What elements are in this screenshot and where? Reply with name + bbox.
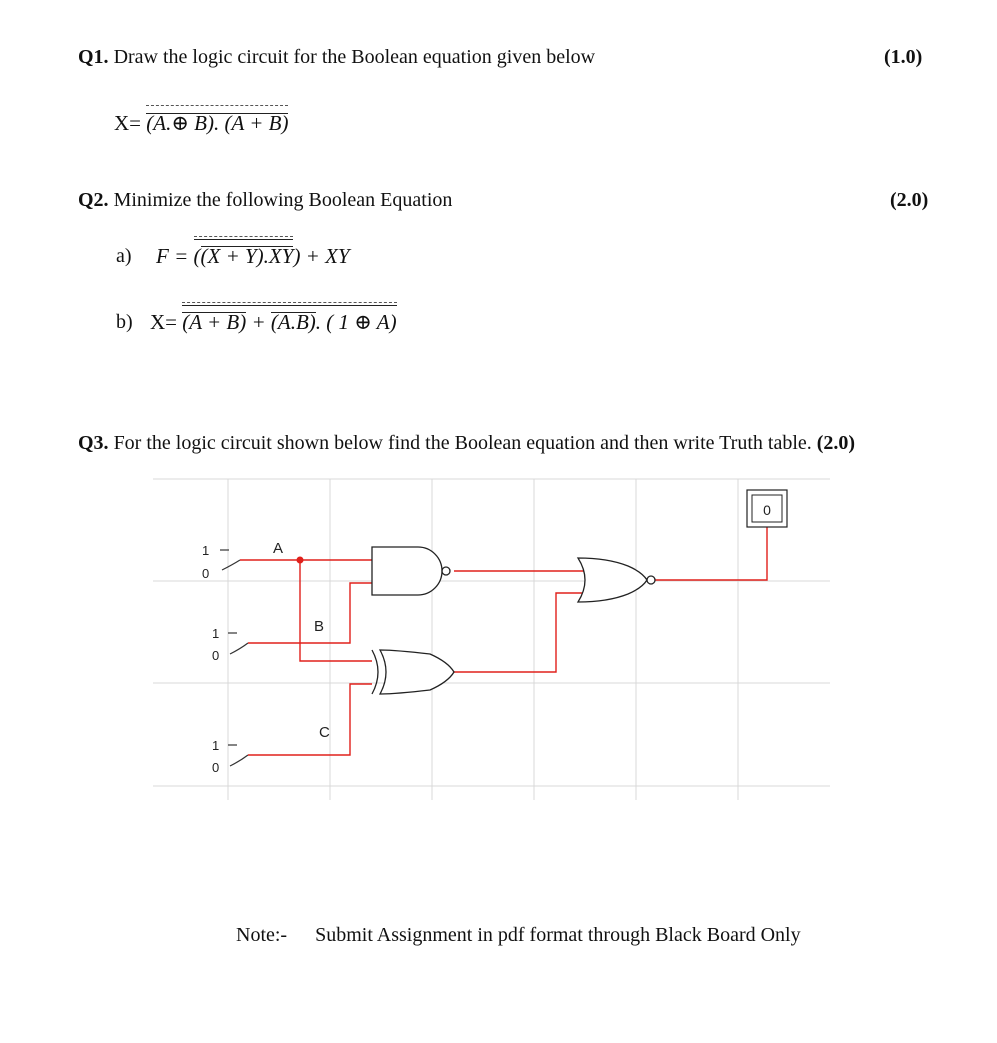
q2-b-term1: (A + B): [182, 310, 247, 334]
wire-b-to-nand: [248, 583, 372, 643]
q3-marks: (2.0): [816, 432, 856, 454]
switch-b-high: 1: [212, 626, 220, 641]
wire-c-to-xor: [248, 684, 372, 755]
switch-a: [220, 550, 240, 570]
q3-number: Q3.: [78, 432, 109, 454]
switch-c-high: 1: [212, 738, 220, 753]
q2-b-term2: (A.B): [270, 310, 316, 334]
wire-junction: [297, 557, 304, 564]
q2-marks: (2.0): [890, 189, 929, 211]
xor-gate: [372, 650, 454, 694]
note-line: [236, 924, 801, 947]
q2-number: Q2.: [78, 189, 109, 211]
switch-b-low: 0: [212, 648, 220, 663]
note-text: Submit Assignment in pdf format through Black Board Only: [315, 924, 801, 946]
q2-b-label: b): [116, 311, 133, 333]
q1-eq-dot: .: [214, 111, 225, 135]
switch-c-low: 0: [212, 760, 220, 775]
q1-marks: (1.0): [884, 46, 923, 68]
q1-eq-term1: (A.⊕ B): [146, 111, 215, 135]
wire-nor-to-output: [655, 527, 767, 580]
switch-c: [228, 745, 248, 766]
grid-lines: [153, 479, 830, 800]
q2-a-tail: ) + XY: [293, 244, 350, 268]
nand-gate: [372, 547, 450, 595]
switch-b: [228, 633, 248, 654]
q2-b-tail: . ( 1 ⊕ A): [315, 310, 397, 334]
label-b: B: [314, 618, 325, 635]
label-a: A: [273, 540, 284, 557]
note-label: Note:-: [236, 924, 288, 946]
label-c: C: [319, 724, 330, 741]
q2-a-open: (: [193, 244, 201, 268]
q1-eq-term2: (A + B): [224, 111, 289, 135]
switch-a-high: 1: [202, 543, 210, 558]
switch-a-low: 0: [202, 566, 210, 581]
q1-eq-prefix: X=: [114, 111, 147, 135]
q2-b-plus: +: [246, 310, 271, 334]
wire-a-to-xor: [240, 560, 372, 661]
q3-text: For the logic circuit shown below find the Boolean equation and then write Truth table.: [108, 432, 817, 454]
output-value: 0: [763, 502, 771, 518]
nor-gate: [578, 558, 655, 602]
q2-a-rest: .XY: [263, 244, 294, 268]
q2-a-lhs: F =: [156, 244, 194, 268]
q2-a-inner: (X + Y): [200, 244, 264, 268]
q2-text: Minimize the following Boolean Equation: [108, 189, 453, 211]
q2-a-label: a): [116, 245, 132, 267]
wire-xor-to-nor: [454, 593, 585, 672]
q2-b-prefix: X=: [150, 310, 183, 334]
q1-number: Q1.: [78, 46, 109, 68]
q1-text: Draw the logic circuit for the Boolean equation given below: [108, 46, 596, 68]
